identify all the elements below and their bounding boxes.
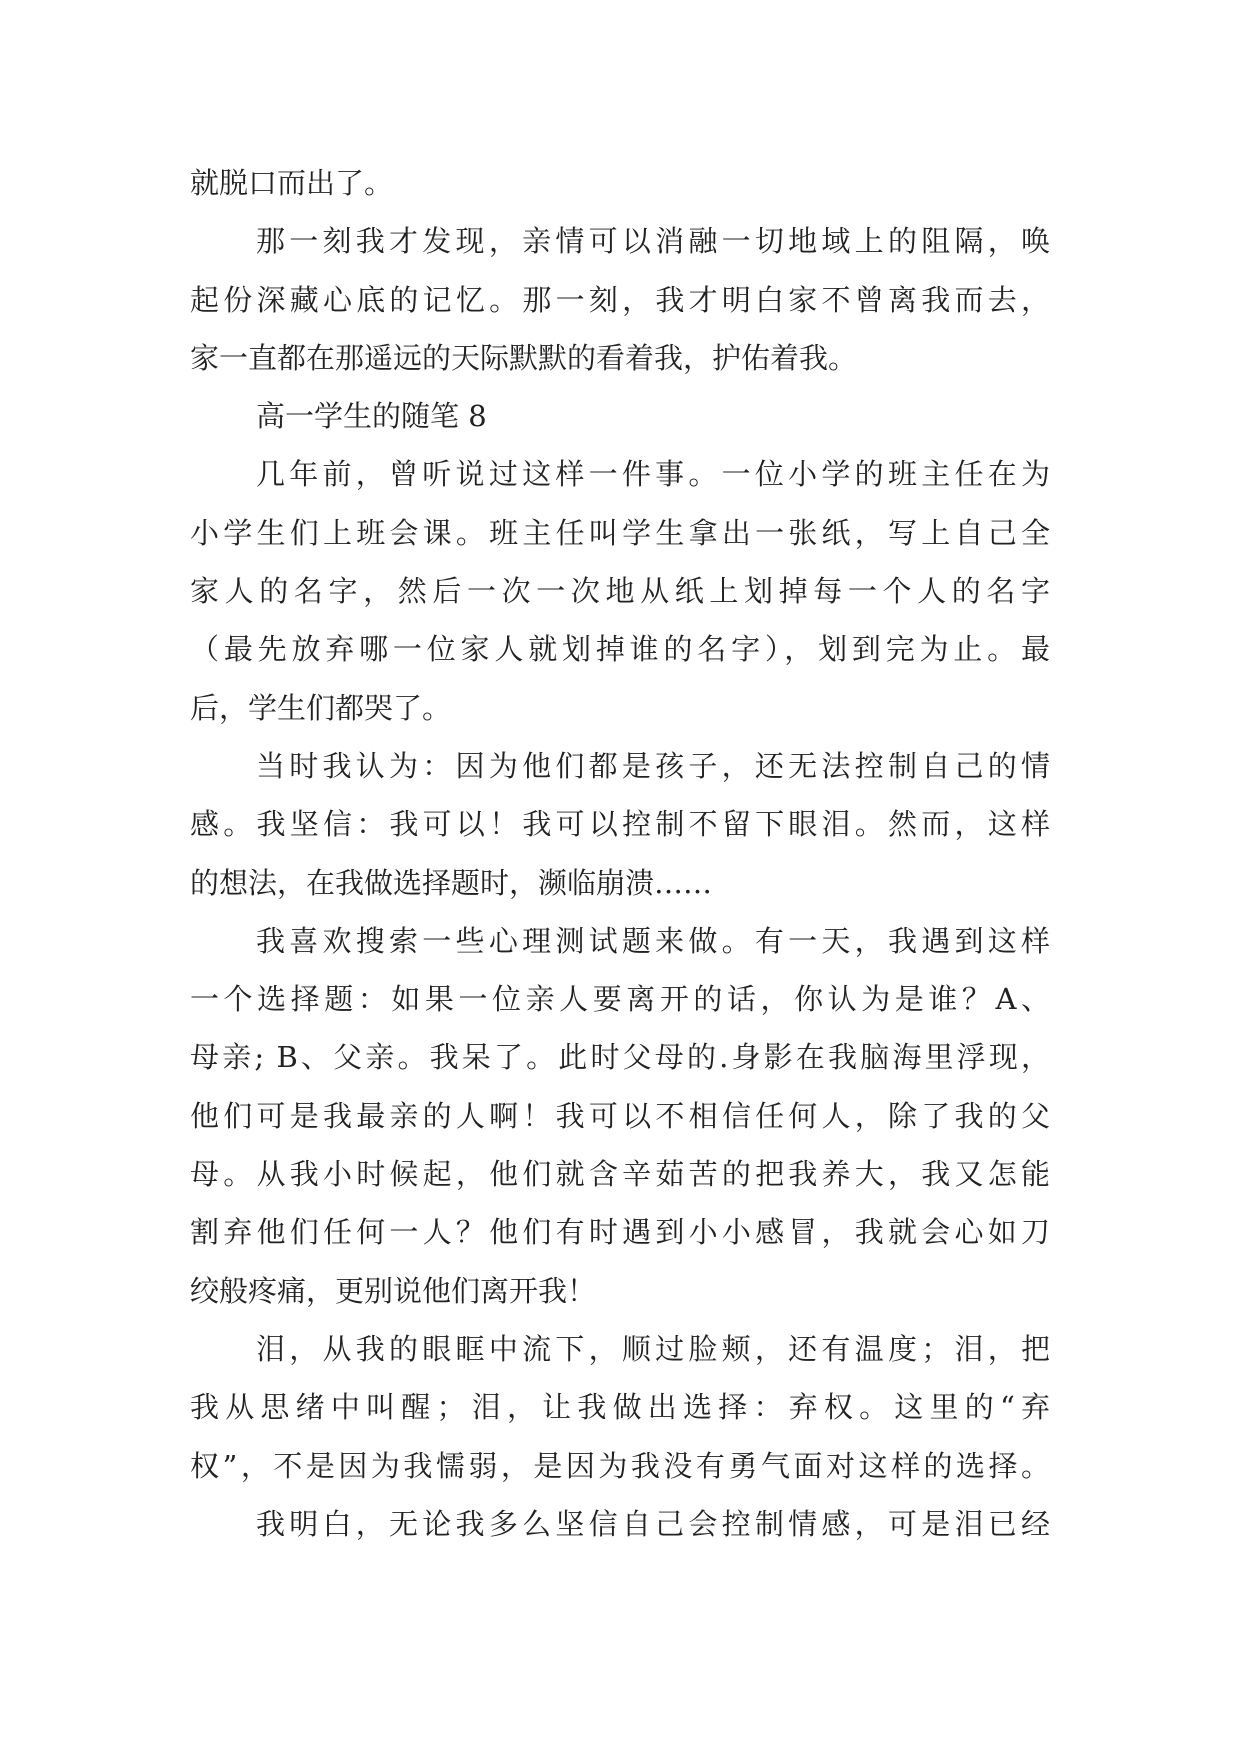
section-heading: 高一学生的随笔 8 bbox=[256, 399, 487, 434]
text-line: 的想法，在我做选择题时，濒临崩溃…… bbox=[190, 865, 713, 900]
text-line: 那一刻我才发现，亲情可以消融一切地域上的阻隔，唤 bbox=[256, 224, 1050, 259]
text-line: （最先放弃哪一位家人就划掉谁的名字），划到完为止。最 bbox=[190, 632, 1050, 667]
text-line: 我明白，无论我多么坚信自己会控制情感，可是泪已经 bbox=[256, 1506, 1050, 1541]
text-line: 他们可是我最亲的人啊！我可以不相信任何人，除了我的父 bbox=[190, 1098, 1050, 1133]
document-body bbox=[190, 154, 1050, 1553]
text-line: 家人的名字，然后一次一次地从纸上划掉每一个人的名字 bbox=[190, 574, 1050, 609]
text-line: 母。从我小时候起，他们就含辛茹苦的把我养大，我又怎能 bbox=[190, 1157, 1050, 1192]
text-line: 绞般疼痛，更别说他们离开我！ bbox=[190, 1273, 597, 1308]
text-line: 我从思绪中叫醒；泪，让我做出选择：弃权。这里的“弃 bbox=[190, 1390, 1050, 1425]
text-line: 我喜欢搜索一些心理测试题来做。有一天，我遇到这样 bbox=[256, 923, 1050, 958]
text-line: 一个选择题：如果一位亲人要离开的话，你认为是谁？A、 bbox=[190, 982, 1050, 1017]
text-line: 当时我认为：因为他们都是孩子，还无法控制自己的情 bbox=[256, 748, 1050, 783]
text-line: 起份深藏心底的记忆。那一刻，我才明白家不曾离我而去， bbox=[190, 282, 1050, 317]
text-line: 权”，不是因为我懦弱，是因为我没有勇气面对这样的选择。 bbox=[190, 1448, 1050, 1483]
text-line: 就脱口而出了。 bbox=[190, 166, 394, 200]
text-line: 母亲; B、父亲。我呆了。此时父母的.身影在我脑海里浮现， bbox=[190, 1040, 1050, 1075]
text-line: 几年前，曾听说过这样一件事。一位小学的班主任在为 bbox=[256, 457, 1050, 492]
text-line: 后，学生们都哭了。 bbox=[190, 690, 452, 725]
text-line: 小学生们上班会课。班主任叫学生拿出一张纸，写上自己全 bbox=[190, 515, 1050, 550]
text-line: 泪，从我的眼眶中流下，顺过脸颊，还有温度；泪，把 bbox=[256, 1331, 1050, 1366]
text-line: 感。我坚信：我可以！我可以控制不留下眼泪。然而，这样 bbox=[190, 807, 1050, 842]
text-line: 家一直都在那遥远的天际默默的看着我，护佑着我。 bbox=[190, 340, 858, 375]
text-line: 割弃他们任何一人？他们有时遇到小小感冒，我就会心如刀 bbox=[190, 1215, 1050, 1250]
